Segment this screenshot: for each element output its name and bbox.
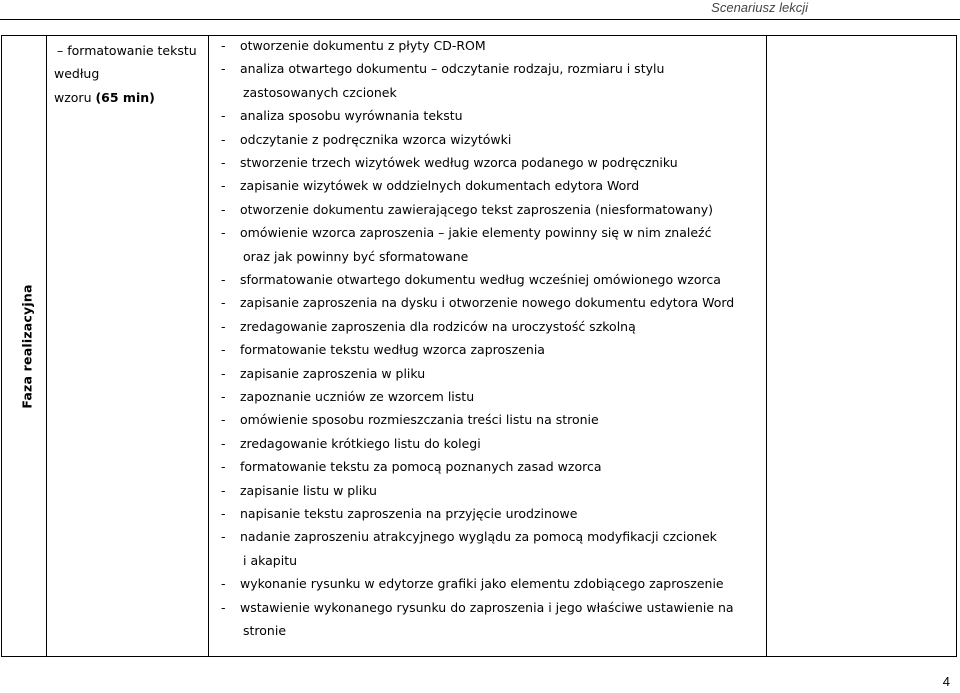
list-item-dash: -	[221, 389, 226, 404]
list-item-text: stworzenie trzech wizytówek według wzorca podanego w podręczniku	[240, 155, 678, 170]
list-item	[221, 457, 602, 477]
list-item	[221, 270, 721, 290]
list-item	[221, 59, 664, 79]
header-rule	[0, 19, 960, 20]
list-item-dash: -	[221, 412, 226, 428]
list-item-dash: -	[221, 61, 226, 77]
list-item-text: analiza sposobu wyrównania tekstu	[240, 108, 463, 124]
list-item-dash: -	[221, 459, 226, 475]
list-item	[221, 527, 717, 547]
list-item-text: otworzenie dokumentu zawierającego tekst zaproszenia (niesformatowany)	[240, 201, 714, 217]
list-item-dash: -	[221, 178, 226, 194]
list-item-dash: -	[221, 201, 226, 217]
lesson-table	[1, 35, 957, 657]
list-item-dash: -	[221, 272, 226, 287]
list-item-text: otworzenie dokumentu z płyty CD-ROM	[240, 38, 486, 53]
list-item-text: stronie	[243, 623, 287, 638]
phase-label: Faza realizacyjna	[19, 283, 35, 409]
list-item	[221, 293, 734, 313]
list-item	[221, 410, 599, 430]
list-item-text: zapisanie zaproszenia na dysku i otworzenie nowego dokumentu edytora Word	[240, 295, 735, 311]
page-number: 4	[942, 674, 950, 689]
topic-line-2: według	[54, 66, 100, 82]
list-item	[221, 574, 724, 594]
list-item	[221, 200, 713, 220]
list-item-dash: -	[221, 131, 226, 147]
list-item	[221, 223, 711, 243]
list-item	[221, 106, 463, 126]
list-item-text: odczytanie z podręcznika wzorca wizytówki	[240, 131, 512, 147]
list-item	[221, 317, 636, 337]
column-divider-1	[46, 36, 47, 656]
column-divider-2	[208, 36, 209, 656]
list-item	[221, 387, 474, 407]
list-item	[221, 340, 545, 360]
list-item-text: oraz jak powinny być sformatowane	[243, 248, 469, 264]
list-item-text: formatowanie tekstu według wzorca zaproszenia	[240, 342, 545, 358]
list-item-dash: -	[221, 295, 226, 311]
list-item-dash: -	[221, 365, 226, 381]
list-item-dash: -	[221, 435, 226, 451]
list-item	[221, 434, 481, 454]
list-item-text: i akapitu	[243, 552, 298, 568]
list-item-text: wstawienie wykonanego rysunku do zaproszenia i jego właściwe ustawienie na	[240, 599, 734, 615]
list-item-dash: -	[221, 342, 226, 358]
column-divider-3	[766, 36, 767, 656]
list-item-dash: -	[221, 155, 226, 170]
list-item	[221, 504, 577, 524]
list-item-text: zapisanie zaproszenia w pliku	[240, 365, 426, 381]
topic-duration: (65 min)	[95, 89, 155, 105]
document-header-title: Scenariusz lekcji	[711, 0, 808, 15]
list-item-text: omówienie sposobu rozmieszczania treści listu na stronie	[240, 412, 599, 428]
list-item	[221, 153, 678, 173]
list-item-text: zastosowanych czcionek	[243, 84, 397, 100]
list-item-dash: -	[221, 318, 226, 334]
list-item-dash: -	[221, 225, 226, 241]
list-item	[221, 130, 511, 150]
list-item	[221, 176, 639, 196]
list-item-dash: -	[221, 599, 226, 615]
phase-label-cell	[12, 36, 42, 656]
list-item	[243, 83, 397, 103]
list-item-text: zredagowanie krótkiego listu do kolegi	[240, 435, 481, 451]
list-item-dash: -	[221, 576, 226, 592]
list-item-text: omówienie wzorca zaproszenia – jakie elementy powinny się w nim znaleźć	[240, 225, 712, 241]
list-item-dash: -	[221, 482, 226, 498]
list-item-text: formatowanie tekstu za pomocą poznanych zasad wzorca	[240, 459, 602, 475]
list-item	[221, 481, 377, 501]
list-item	[221, 598, 734, 618]
list-item-text: sformatowanie otwartego dokumentu według wcześniej omówionego wzorca	[240, 272, 721, 287]
topic-line-3-text: wzoru	[54, 89, 96, 105]
list-item-text: zapisanie listu w pliku	[240, 482, 377, 498]
topic-line-1: – formatowanie tekstu	[57, 43, 197, 58]
list-item-dash: -	[221, 529, 226, 545]
list-item	[221, 36, 486, 56]
list-item-dash: -	[221, 506, 226, 521]
list-item-text: nadanie zaproszeniu atrakcyjnego wyglądu za pomocą modyfikacji czcionek	[240, 529, 717, 545]
topic-cell	[54, 39, 204, 109]
list-item-text: zapisanie wizytówek w oddzielnych dokumentach edytora Word	[240, 178, 640, 194]
list-item-text: analiza otwartego dokumentu – odczytanie rodzaju, rozmiaru i stylu	[240, 61, 665, 77]
list-item-text: zredagowanie zaproszenia dla rodziców na uroczystość szkolną	[240, 318, 636, 334]
list-item-dash: -	[221, 38, 226, 53]
list-item-text: wykonanie rysunku w edytorze grafiki jako elementu zdobiącego zaproszenie	[240, 576, 724, 592]
list-item	[243, 247, 468, 267]
list-item	[243, 621, 286, 641]
topic-line-3	[54, 86, 204, 109]
list-item-dash: -	[221, 108, 226, 124]
list-item-text: zapoznanie uczniów ze wzorcem listu	[240, 389, 475, 404]
list-item	[243, 551, 297, 571]
list-item	[221, 364, 425, 384]
list-item-text: napisanie tekstu zaproszenia na przyjęcie urodzinowe	[240, 506, 578, 521]
